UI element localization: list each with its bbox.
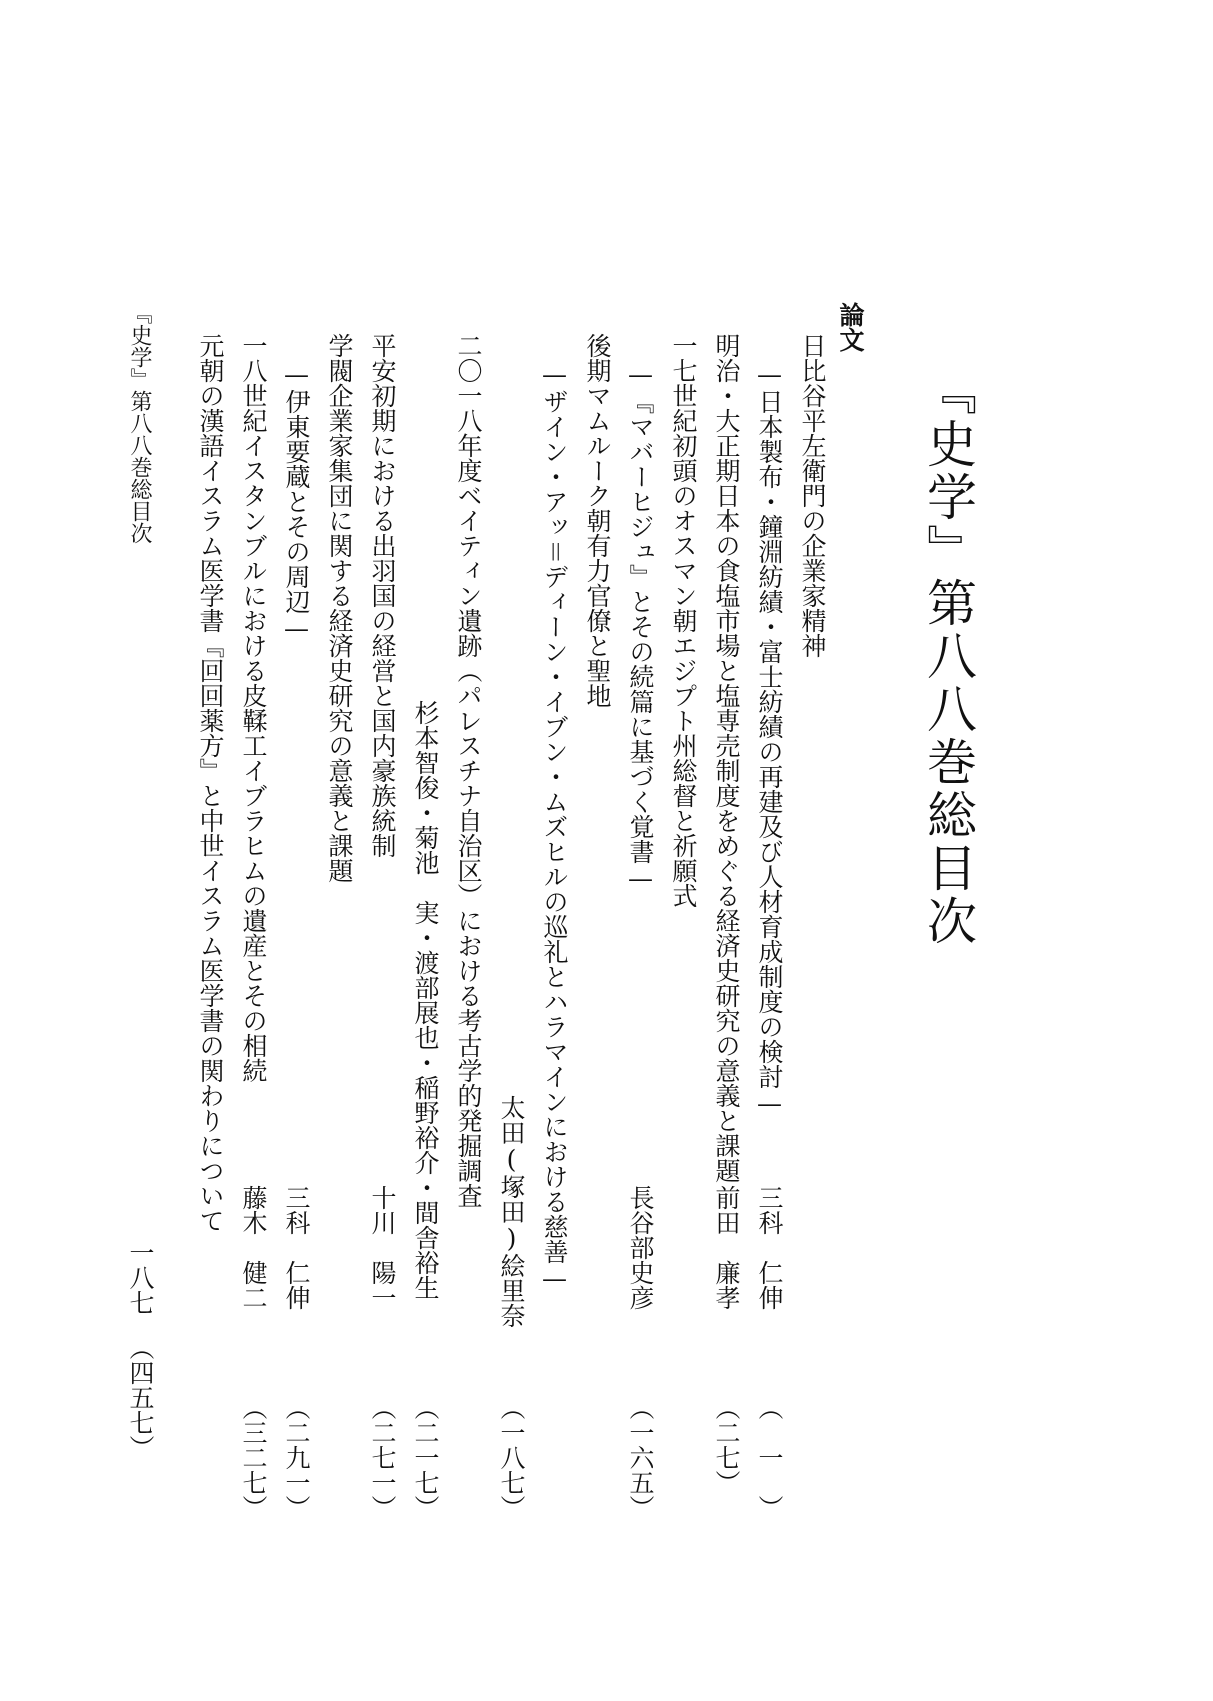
entry-1-subtitle: —日本製布・鐘淵紡績・富士紡績の再建及び人材育成制度の検討— <box>755 360 784 1118</box>
entry-1-title: 日比谷平左衛門の企業家精神 <box>798 333 827 658</box>
entry-2-author: 前田 廉孝 <box>712 1185 741 1310</box>
entry-2-title: 明治・大正期日本の食塩市場と塩専売制度をめぐる経済史研究の意義と課題 <box>712 333 741 1183</box>
entry-9-title: 元朝の漢語イスラム医学書『回回薬方』と中世イスラム医学書の関わりについて <box>196 333 225 1233</box>
section-heading: 論文 <box>836 302 865 352</box>
footer-page-paren: （四五七） <box>126 1335 155 1460</box>
entry-3-author: 長谷部史彦 <box>626 1185 655 1310</box>
entry-3-title: 一七世紀初頭のオスマン朝エジプト州総督と祈願式 <box>669 333 698 908</box>
entry-3-page: （一六五） <box>626 1395 655 1520</box>
page-title: 『史学』第八八巻総目次 <box>919 365 977 948</box>
entry-4-page: （一八七） <box>497 1395 526 1520</box>
entry-5-page: （二一七） <box>411 1395 440 1520</box>
entry-3-subtitle: —『マバーヒジュ』とその続篇に基づく覚書— <box>626 360 655 893</box>
entry-1-author: 三科 仁伸 <box>755 1185 784 1310</box>
entry-4-subtitle: —ザイン・アッ＝ディーン・イブン・ムズヒルの巡礼とハラマインにおける慈善— <box>540 360 569 1293</box>
footer-page-kanji: 一八七 <box>126 1240 155 1315</box>
entry-6-page: （二七一） <box>368 1395 397 1520</box>
running-footer: 『史学』第八八巻総目次 <box>127 302 152 544</box>
entry-7-author: 三科 仁伸 <box>282 1185 311 1310</box>
entry-8-author: 藤木 健二 <box>239 1185 268 1310</box>
entry-7-page: （二九一） <box>282 1395 311 1520</box>
entry-7-subtitle: —伊東要蔵とその周辺— <box>282 360 311 643</box>
entry-2-page: （二七） <box>712 1395 741 1495</box>
entry-6-title: 平安初期における出羽国の経営と国内豪族統制 <box>368 333 397 858</box>
entry-6-author: 十川 陽一 <box>368 1185 397 1310</box>
entry-4-author: 太田(塚田)絵里奈 <box>497 1095 526 1328</box>
entry-5-title: 二〇一八年度ベイティン遺跡（パレスチナ自治区）における考古学的発掘調査 <box>454 333 483 1208</box>
entry-1-page: （ 一 ） <box>755 1395 784 1520</box>
entry-7-title: 学閥企業家集団に関する経済史研究の意義と課題 <box>325 333 354 883</box>
entry-8-title: 一八世紀イスタンブルにおける皮鞣工イブラヒムの遺産とその相続 <box>239 333 268 1083</box>
entry-4-title: 後期マムルーク朝有力官僚と聖地 <box>583 333 612 708</box>
entry-5-authors: 杉本智俊・菊池 実・渡部展也・稲野裕介・間舎裕生 <box>411 700 440 1300</box>
entry-8-page: （三二七） <box>239 1395 268 1520</box>
